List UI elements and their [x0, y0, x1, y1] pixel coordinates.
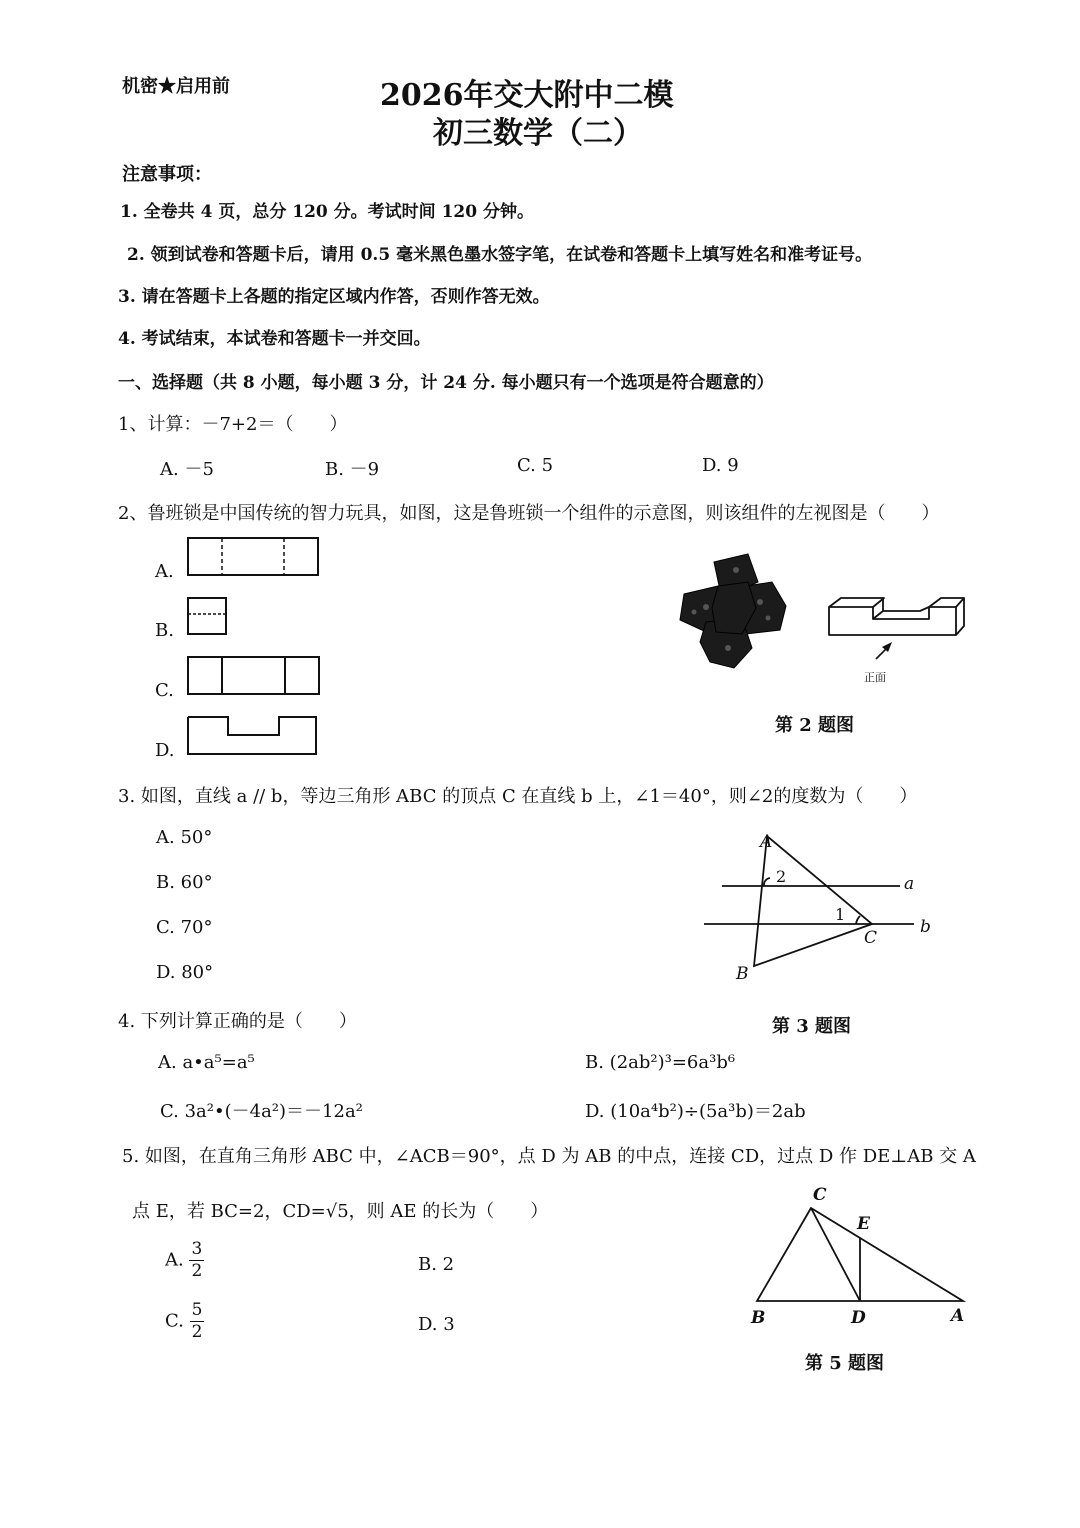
q5-option-c-fraction	[190, 1302, 205, 1341]
point-a-label: A	[951, 1306, 965, 1326]
q2-option-d-figure	[186, 715, 320, 757]
q2-option-c-label: C.	[155, 680, 174, 701]
fraction-denominator: 2	[191, 1261, 203, 1281]
notice-item: 1. 全卷共 4 页，总分 120 分。考试时间 120 分钟。	[120, 202, 534, 222]
q5-option-a	[165, 1241, 204, 1280]
q5-option-c	[165, 1302, 204, 1341]
line-b-label: b	[920, 917, 931, 937]
q1-option-b: B. －9	[325, 459, 380, 480]
notice-item: 2. 领到试卷和答题卡后，请用 0.5 毫米黑色墨水签字笔，在试卷和答题卡上填写姓名和准考证号。	[127, 245, 873, 265]
q1-option-c: C. 5	[517, 455, 554, 476]
q5-option-a-label: A.	[165, 1249, 184, 1271]
point-c-label: C	[864, 928, 878, 948]
q2-option-d-label: D.	[155, 740, 175, 761]
q3-option-a: A. 50°	[156, 827, 213, 848]
lock-component-figure	[826, 595, 968, 687]
section-heading: 一、选择题（共 8 小题，每小题 3 分，计 24 分. 每小题只有一个选项是符合题意的）	[118, 373, 774, 393]
q3-stem: 3. 如图，直线 a // b，等边三角形 ABC 的顶点 C 在直线 b 上，∠1＝40°，则∠2的度数为（ ）	[118, 786, 918, 807]
line-a-label: a	[904, 874, 915, 894]
q4-option-a: A. a•a⁵=a⁵	[158, 1052, 255, 1073]
q4-option-d: D. (10a⁴b²)÷(5a³b)＝2ab	[585, 1101, 806, 1122]
fraction-numerator: 5	[191, 1300, 203, 1320]
notice-item: 3. 请在答题卡上各题的指定区域内作答，否则作答无效。	[118, 287, 550, 307]
fraction-numerator: 3	[191, 1239, 203, 1259]
q5-caption: 第 5 题图	[805, 1353, 885, 1374]
q2-caption: 第 2 题图	[775, 715, 855, 736]
q2-option-b-label: B.	[155, 620, 174, 641]
q4-option-b: B. (2ab²)³=6a³b⁶	[585, 1052, 736, 1073]
notice-item: 4. 考试结束，本试卷和答题卡一并交回。	[118, 329, 431, 349]
q5-option-b: B. 2	[418, 1254, 455, 1275]
q5-option-c-label: C.	[165, 1310, 184, 1332]
q2-stem: 2、鲁班锁是中国传统的智力玩具，如图，这是鲁班锁一个组件的示意图，则该组件的左视图是（ ）	[118, 503, 940, 524]
point-a-label: A	[760, 832, 773, 852]
q1-stem: 1、计算：－7+2＝（ ）	[118, 414, 348, 435]
q5-figure	[745, 1180, 975, 1330]
q5-stem-line2: 点 E，若 BC=2，CD=√5，则 AE 的长为（ ）	[132, 1201, 549, 1222]
q3-caption: 第 3 题图	[772, 1016, 852, 1037]
q5-stem-line1: 5. 如图，在直角三角形 ABC 中，∠ACB＝90°，点 D 为 AB 的中点，连接 CD，过点 D 作 DE⊥AB 交 A	[122, 1146, 976, 1167]
angle-1-label: 1	[835, 905, 846, 924]
fraction-denominator: 2	[191, 1322, 203, 1342]
q2-option-c-figure	[186, 655, 322, 697]
q2-option-a-label: A.	[155, 561, 174, 582]
q3-figure	[700, 828, 940, 988]
q3-option-b: B. 60°	[156, 872, 213, 893]
confidential-label: 机密★启用前	[122, 76, 230, 97]
q2-option-a-figure	[186, 536, 320, 578]
notice-heading: 注意事项：	[122, 164, 212, 185]
exam-title: 2026年交大附中二模	[380, 78, 674, 113]
exam-subtitle: 初三数学（二）	[433, 116, 643, 151]
point-c-label: C	[813, 1185, 827, 1205]
q4-stem: 4. 下列计算正确的是（ ）	[118, 1011, 357, 1032]
point-d-label: D	[851, 1308, 866, 1328]
angle-2-label: 2	[776, 867, 787, 886]
front-label: 正面	[864, 671, 886, 684]
q5-option-a-fraction	[189, 1241, 204, 1280]
luban-lock-photo	[676, 552, 791, 670]
q4-option-c: C. 3a²•(－4a²)＝－12a²	[160, 1101, 363, 1122]
point-b-label: B	[736, 964, 749, 984]
q3-option-d: D. 80°	[156, 962, 214, 983]
q2-option-b-figure	[186, 596, 230, 638]
q5-option-d: D. 3	[418, 1314, 455, 1335]
q1-option-a: A. －5	[160, 459, 214, 480]
q1-option-d: D. 9	[702, 455, 739, 476]
q3-option-c: C. 70°	[156, 917, 213, 938]
point-e-label: E	[857, 1214, 870, 1234]
point-b-label: B	[751, 1308, 766, 1328]
